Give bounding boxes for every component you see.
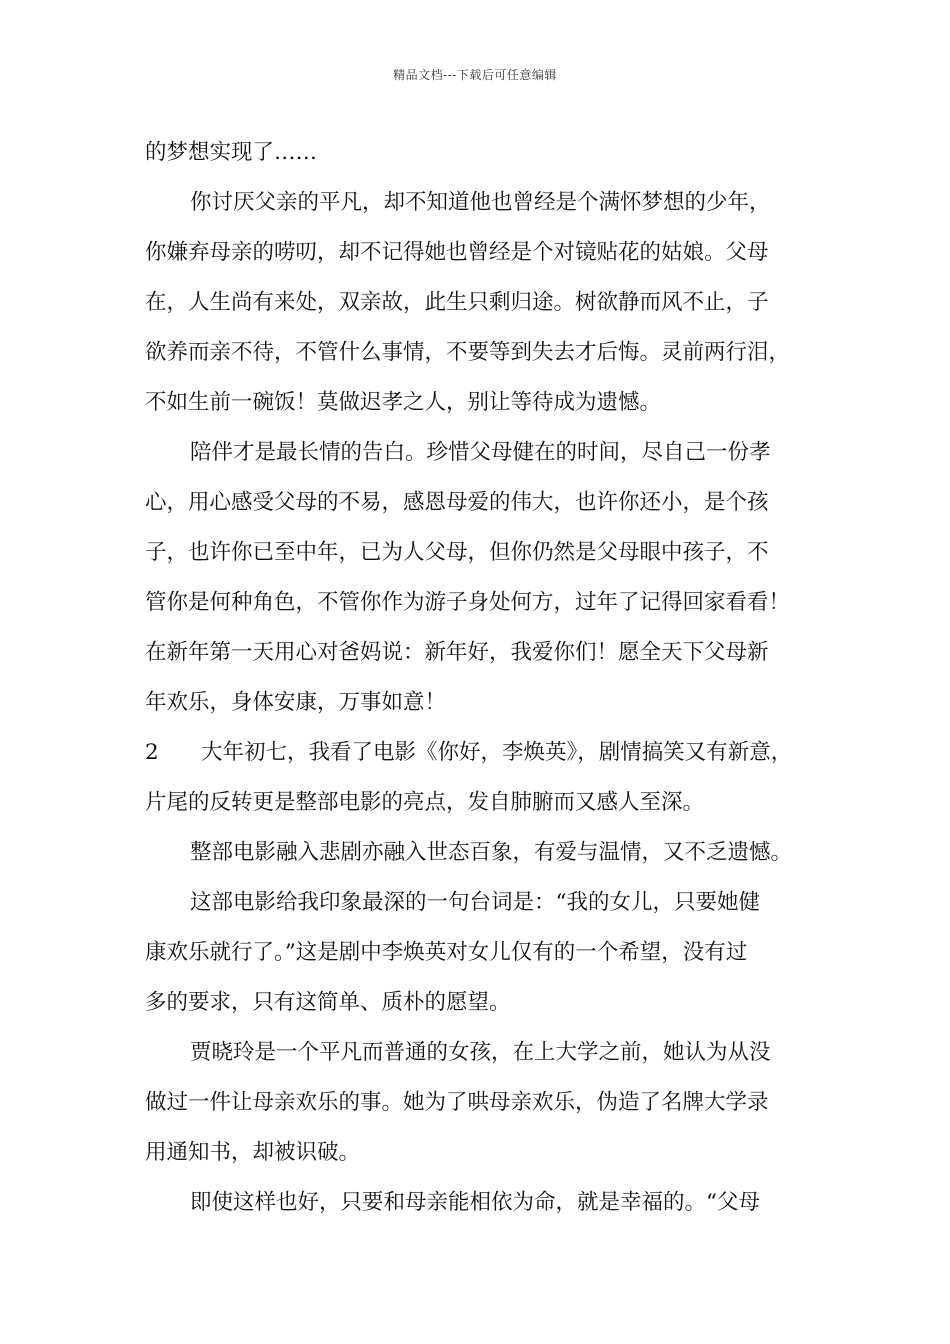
text-line: 子，也许你已至中年，已为人父母，但你仍然是父母眼中孩子，不 <box>145 540 769 565</box>
page-header: 精品文档---下载后可任意编辑 <box>393 68 557 82</box>
text-line: 整部电影融入悲剧亦融入世态百象，有爱与温情，又不乏遗憾。 <box>190 840 793 865</box>
text-line: 用通知书，却被识破。 <box>145 1140 361 1165</box>
text-line: 你嫌弃母亲的唠叨，却不记得她也曾经是个对镜贴花的姑娘。父母 <box>145 240 769 265</box>
text-line: 在新年第一天用心对爸妈说：新年好，我爱你们！愿全天下父母新 <box>145 640 769 665</box>
text-line: 心，用心感受父母的不易，感恩母爱的伟大，也许你还小，是个孩 <box>145 490 769 515</box>
text-line: 的梦想实现了…… <box>145 140 318 165</box>
text-line: 即使这样也好，只要和母亲能相依为命，就是幸福的。“父母 <box>190 1190 760 1215</box>
text-line: 康欢乐就行了。”这是剧中李焕英对女儿仅有的一个希望，没有过 <box>145 940 748 965</box>
document-body <box>145 128 825 1228</box>
text-line: 多的要求，只有这简单、质朴的愿望。 <box>145 990 511 1015</box>
text-line: 这部电影给我印象最深的一句台词是：“我的女儿，只要她健 <box>190 890 760 915</box>
text-line: 大年初七，我看了电影《你好，李焕英》，剧情搞笑又有新意， <box>201 740 793 765</box>
text-line: 陪伴才是最长情的告白。珍惜父母健在的时间，尽自己一份孝 <box>190 440 771 465</box>
text-line: 做过一件让母亲欢乐的事。她为了哄母亲欢乐，伪造了名牌大学录 <box>145 1090 769 1115</box>
text-line: 欲养而亲不待，不管什么事情，不要等到失去才后悔。灵前两行泪， <box>145 340 791 365</box>
text-line: 贾晓玲是一个平凡而普通的女孩，在上大学之前，她认为从没 <box>190 1040 771 1065</box>
text-line: 年欢乐，身体安康，万事如意！ <box>145 690 447 715</box>
text-line: 在，人生尚有来处，双亲故，此生只剩归途。树欲静而风不止，子 <box>145 290 769 315</box>
section-number: 2 <box>145 740 159 765</box>
text-line: 不如生前一碗饭！莫做迟孝之人，别让等待成为遗憾。 <box>145 390 662 415</box>
text-line: 片尾的反转更是整部电影的亮点，发自肺腑而又感人至深。 <box>145 790 705 815</box>
text-line: 你讨厌父亲的平凡，却不知道他也曾经是个满怀梦想的少年， <box>190 190 771 215</box>
text-line: 管你是何种角色，不管你作为游子身处何方，过年了记得回家看看！ <box>145 590 791 615</box>
numbered-line <box>145 728 825 778</box>
